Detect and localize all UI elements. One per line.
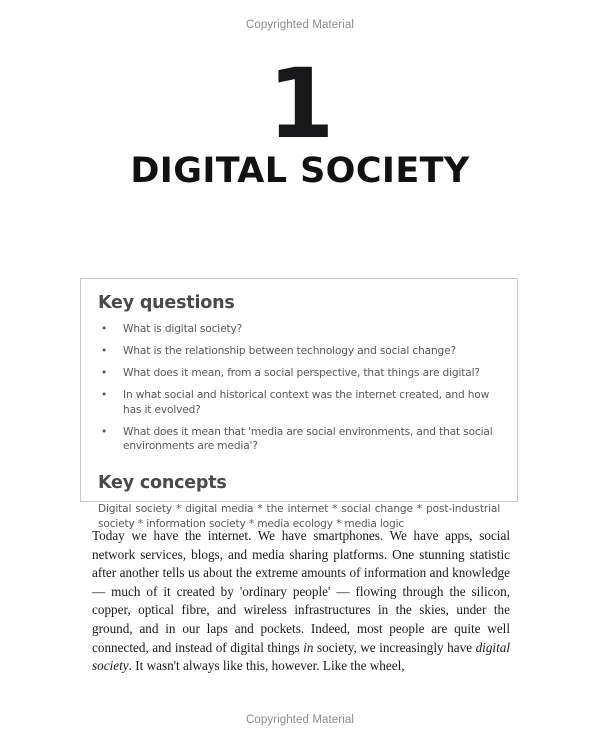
body-text-part-1: Today we have the internet. We have smartphones. We have apps, social network services, blogs, and media sharing platforms. One stunning statistic after another tells us about the extreme amounts of information and knowledge — much of it created by 'ordinary people' — flowing through the silicon, copper, optical fibre, and wireless infrastructures in the skies, under the ground, and in our laps and pockets. Indeed, most people are quite well connected, and instead of digital things [92,528,510,655]
list-item [98,425,500,454]
list-item-label: In what social and historical context was the internet created, and how has it evolved? [123,389,490,416]
bullet-icon: • [101,425,108,438]
list-item-label: What does it mean, from a social perspective, that things are digital? [123,367,480,379]
bullet-icon: • [101,323,108,335]
list-item-label: What is the relationship between technology and social change? [123,345,456,357]
body-emphasis-digital-society: digital society [92,639,510,674]
body-emphasis-in: in [303,639,314,655]
chapter-title: DIGITAL SOCIETY [130,151,470,191]
body-paragraph [92,527,510,676]
list-item [98,366,500,381]
list-item-label: What does it mean that 'media are social environments, and that social environments are media'? [123,425,493,452]
chapter-number: 1 [267,48,333,160]
bullet-icon: • [101,389,108,401]
watermark-bottom: Copyrighted Material [245,714,355,726]
list-item [98,344,500,359]
list-item-label: What is digital society? [123,323,243,335]
key-questions-heading: Key questions [98,293,235,313]
bullet-icon: • [101,367,108,379]
body-text-part-2: society, we increasingly have [313,639,476,655]
key-concepts-heading: Key concepts [98,472,227,493]
bullet-icon: • [101,345,108,357]
key-questions-list [98,322,500,454]
key-concepts-text: Digital society * digital media * the internet * social change * post-industrial society * information society * media ecology * media logic [98,502,500,530]
body-text-part-3: . It wasn't always like this, however. Like the wheel, [128,658,405,674]
watermark-top: Copyrighted Material [245,19,355,31]
list-item [98,322,500,337]
key-info-box [80,278,518,530]
list-item [98,388,500,417]
